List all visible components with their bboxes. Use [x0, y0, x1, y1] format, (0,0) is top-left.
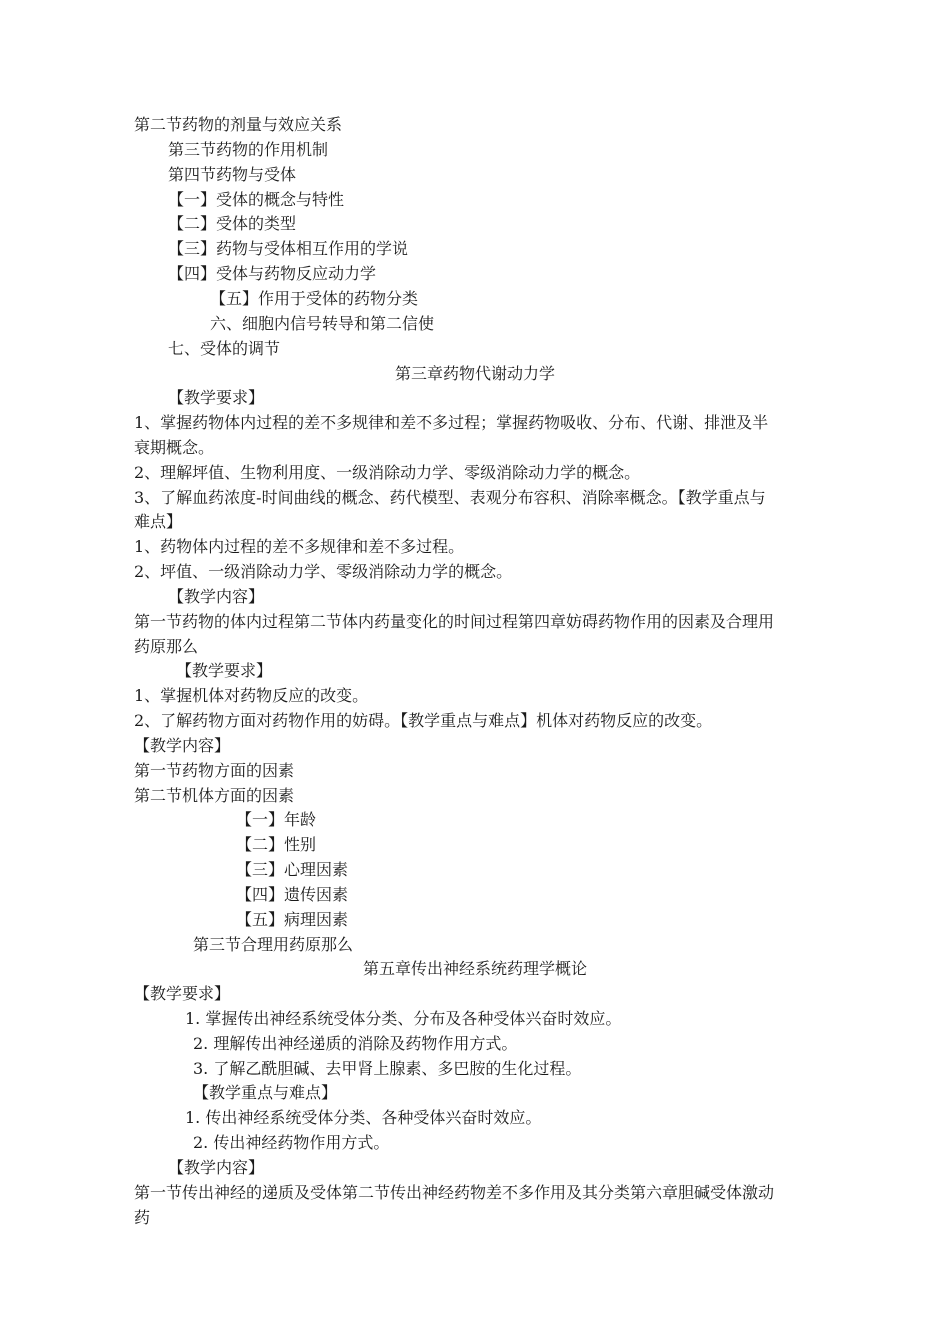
paragraph-line: 1、药物体内过程的差不多规律和差不多过程。 — [134, 537, 465, 556]
section-heading: 第三节药物的作用机制 — [168, 140, 329, 159]
paragraph-line: 第一节药物的体内过程第二节体内药量变化的时间过程第四章妨碍药物作用的因素及合理用 — [134, 612, 775, 631]
block-heading: 【教学内容】 — [168, 1158, 265, 1177]
block-heading: 【教学重点与难点】 — [193, 1083, 338, 1102]
subsection-item: 【四】受体与药物反应动力学 — [168, 264, 377, 283]
subsection-item: 【一】受体的概念与特性 — [168, 190, 345, 209]
numbered-item: 2. 理解传出神经递质的消除及药物作用方式。 — [193, 1034, 518, 1053]
paragraph-line: 难点】 — [134, 512, 183, 531]
subsection-item: 【三】药物与受体相互作用的学说 — [168, 239, 409, 258]
section-heading: 第二节机体方面的因素 — [134, 786, 295, 805]
numbered-item: 1. 掌握传出神经系统受体分类、分布及各种受体兴奋时效应。 — [185, 1009, 622, 1028]
paragraph-line: 2、理解坪值、生物利用度、一级消除动力学、零级消除动力学的概念。 — [134, 463, 641, 482]
subsection-item: 【四】遗传因素 — [236, 885, 349, 904]
subsection-item: 【一】年龄 — [236, 810, 317, 829]
paragraph-line: 第一节传出神经的递质及受体第二节传出神经药物差不多作用及其分类第六章胆碱受体激动 — [134, 1183, 775, 1202]
paragraph-line: 药 — [134, 1208, 151, 1227]
subsection-item: 【三】心理因素 — [236, 860, 349, 879]
section-heading: 第二节药物的剂量与效应关系 — [134, 115, 343, 134]
subsection-item: 【二】受体的类型 — [168, 214, 297, 233]
paragraph-line: 衰期概念。 — [134, 438, 215, 457]
paragraph-line: 药原那么 — [134, 637, 199, 656]
paragraph-line: 3、了解血药浓度-时间曲线的概念、药代模型、表观分布容积、消除率概念。【教学重点与 — [134, 488, 766, 507]
paragraph-line: 2、了解药物方面对药物作用的妨碍。【教学重点与难点】机体对药物反应的改变。 — [134, 711, 713, 730]
section-heading: 第三节合理用药原那么 — [193, 935, 354, 954]
chapter-title: 第三章药物代谢动力学 — [394, 364, 555, 383]
block-heading: 【教学内容】 — [134, 736, 231, 755]
block-heading: 【教学要求】 — [176, 661, 273, 680]
subsection-item: 【二】性别 — [236, 835, 317, 854]
paragraph-line: 2、坪值、一级消除动力学、零级消除动力学的概念。 — [134, 562, 513, 581]
block-heading: 【教学要求】 — [134, 984, 231, 1003]
subsection-item: 六、细胞内信号转导和第二信使 — [210, 314, 435, 333]
chapter-title: 第五章传出神经系统药理学概论 — [362, 959, 587, 978]
subsection-item: 【五】作用于受体的药物分类 — [210, 289, 419, 308]
subsection-item: 【五】病理因素 — [236, 910, 349, 929]
section-heading: 第一节药物方面的因素 — [134, 761, 295, 780]
numbered-item: 1. 传出神经系统受体分类、各种受体兴奋时效应。 — [185, 1108, 542, 1127]
paragraph-line: 1、掌握药物体内过程的差不多规律和差不多过程；掌握药物吸收、分布、代谢、排泄及半 — [134, 413, 769, 432]
subsection-item: 七、受体的调节 — [168, 339, 281, 358]
block-heading: 【教学要求】 — [168, 388, 265, 407]
numbered-item: 3. 了解乙酰胆碱、去甲肾上腺素、多巴胺的生化过程。 — [193, 1059, 582, 1078]
paragraph-line: 1、掌握机体对药物反应的改变。 — [134, 686, 369, 705]
section-heading: 第四节药物与受体 — [168, 165, 297, 184]
block-heading: 【教学内容】 — [168, 587, 265, 606]
numbered-item: 2. 传出神经药物作用方式。 — [193, 1133, 390, 1152]
